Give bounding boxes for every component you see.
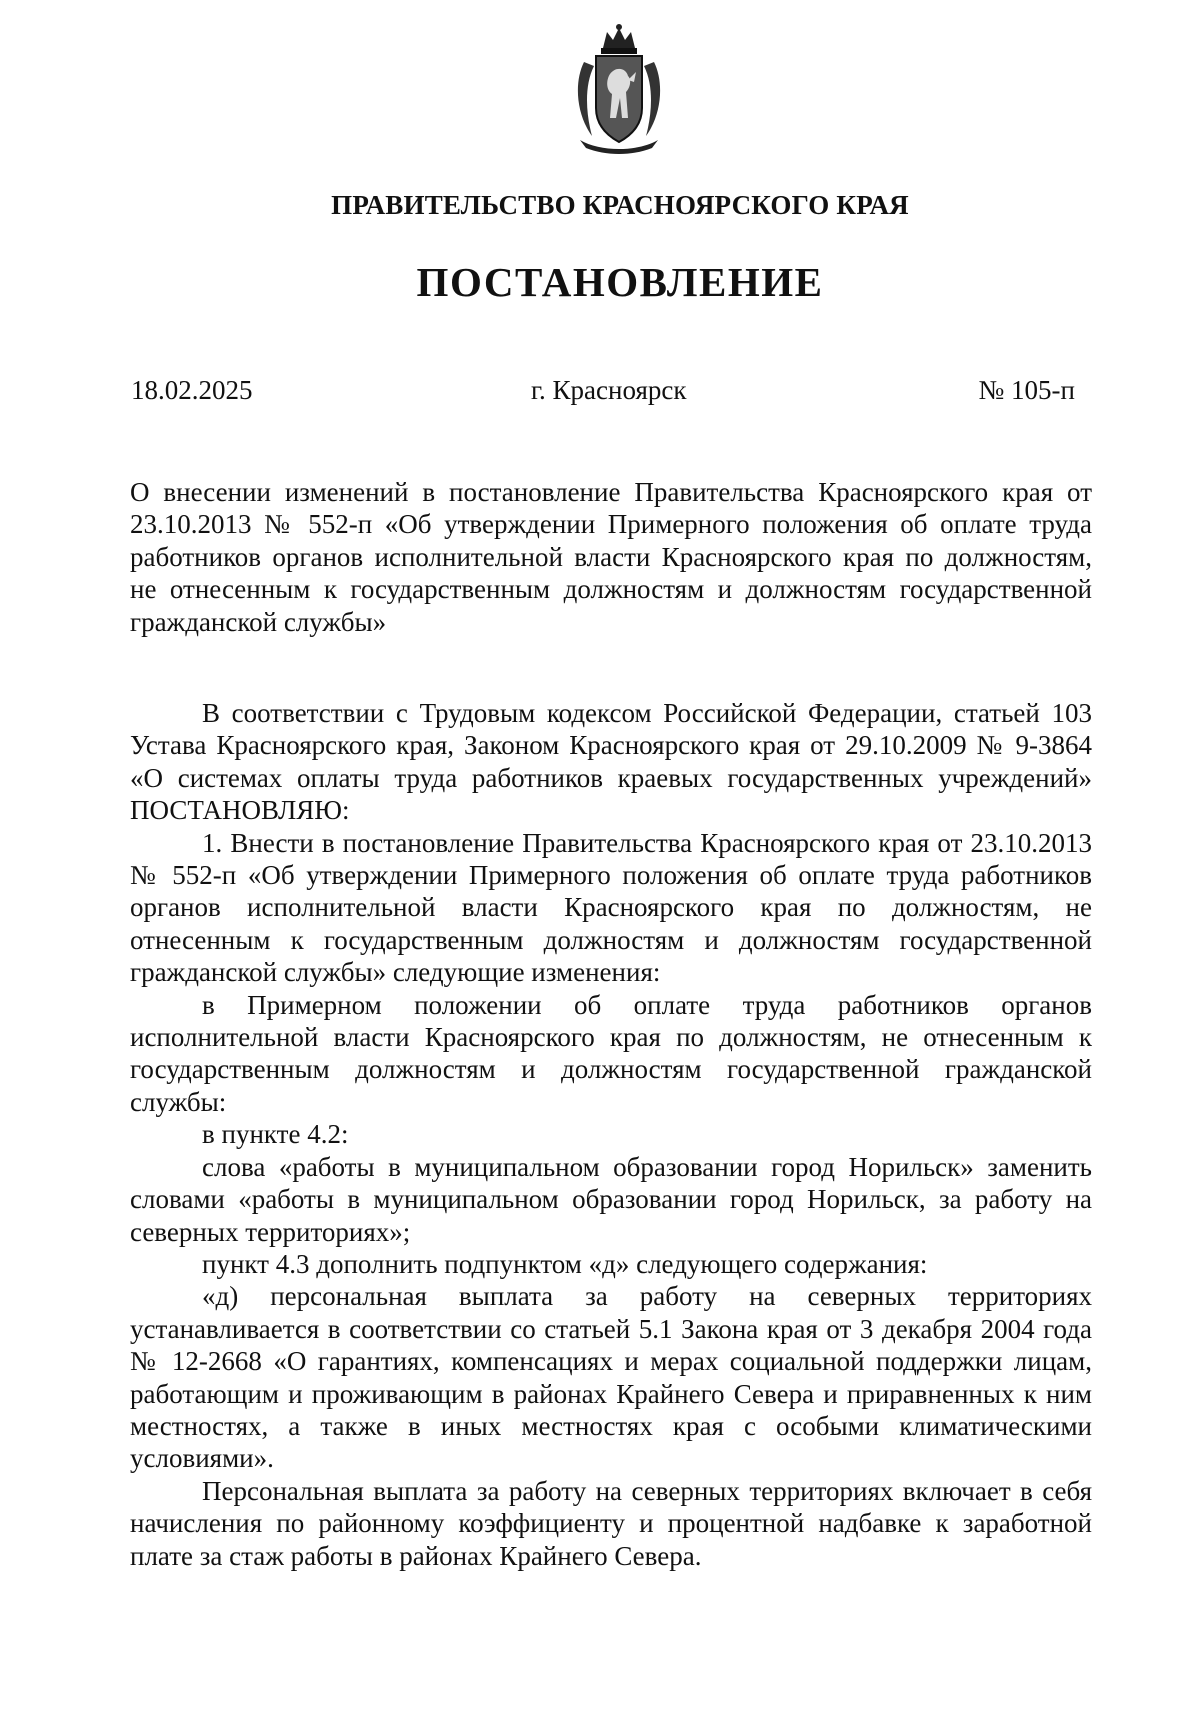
subpoint-d-paragraph: «д) персональная выплата за работу на северных территориях устанавливается в соответствии со статьей 5.1 Закона края от 3 декабря 2004 года № 12-2668 «О гарантиях, компенсациях и мерах социальной поддержки лицам, работающим и проживающим в районах Крайнего Севера и приравненных к ним местностях, а также в иных местностях края с особыми климатическими условиями».: [130, 1281, 1092, 1474]
regulation-paragraph: в Примерном положении об оплате труда работников органов исполнительной власти Красноярского края по должностям, не отнесенным к государственным должностям и должностям государственной гражданской службы:: [130, 989, 1092, 1117]
document-subject: О внесении изменений в постановление Правительства Красноярского края от 23.10.2013 № 552-п «Об утверждении Примерного положения об оплате труда работников органов исполнительной власти Красноярского края по должностям, не отнесенным к государственным должностям и должностям государственной гражданской службы»: [130, 477, 1092, 637]
preamble-paragraph: В соответствии с Трудовым кодексом Российской Федерации, статьей 103 Устава Красноярского края, Законом Красноярского края от 29.10.2009 № 9-3864 «О системах оплаты труда работников краевых государственных учреждений» ПОСТАНОВЛЯЮ:: [130, 698, 1092, 826]
government-name: ПРАВИТЕЛЬСТВО КРАСНОЯРСКОГО КРАЯ: [331, 190, 909, 220]
document-city: г. Красноярск: [531, 375, 687, 405]
document-number: № 105-п: [978, 375, 1075, 405]
document-body: [130, 697, 1092, 1572]
replace-words-paragraph: слова «работы в муниципальном образовании город Норильск» заменить словами «работы в муниципальном образовании город Норильск, за работу на северных территориях»;: [130, 1151, 1092, 1247]
document-date: 18.02.2025: [131, 375, 253, 405]
point-4-2-paragraph: в пункте 4.2:: [202, 1119, 349, 1150]
item-1-paragraph: 1. Внести в постановление Правительства Красноярского края от 23.10.2013 № 552-п «Об утверждении Примерного положения об оплате труда работников органов исполнительной власти Красноярского края по должностям, не отнесенным к государственным должностям и должностям государственной гражданской службы» следующие изменения:: [130, 827, 1092, 988]
document-type-title: ПОСТАНОВЛЕНИЕ: [416, 259, 824, 305]
personal-payment-paragraph: Персональная выплата за работу на северных территориях включает в себя начисления по районному коэффициенту и процентной надбавке к заработной плате за стаж работы в районах Крайнего Севера.: [130, 1475, 1092, 1571]
supplement-paragraph: пункт 4.3 дополнить подпунктом «д» следующего содержания:: [202, 1248, 928, 1279]
krasnoyarsk-coat-of-arms-icon: [570, 22, 668, 154]
